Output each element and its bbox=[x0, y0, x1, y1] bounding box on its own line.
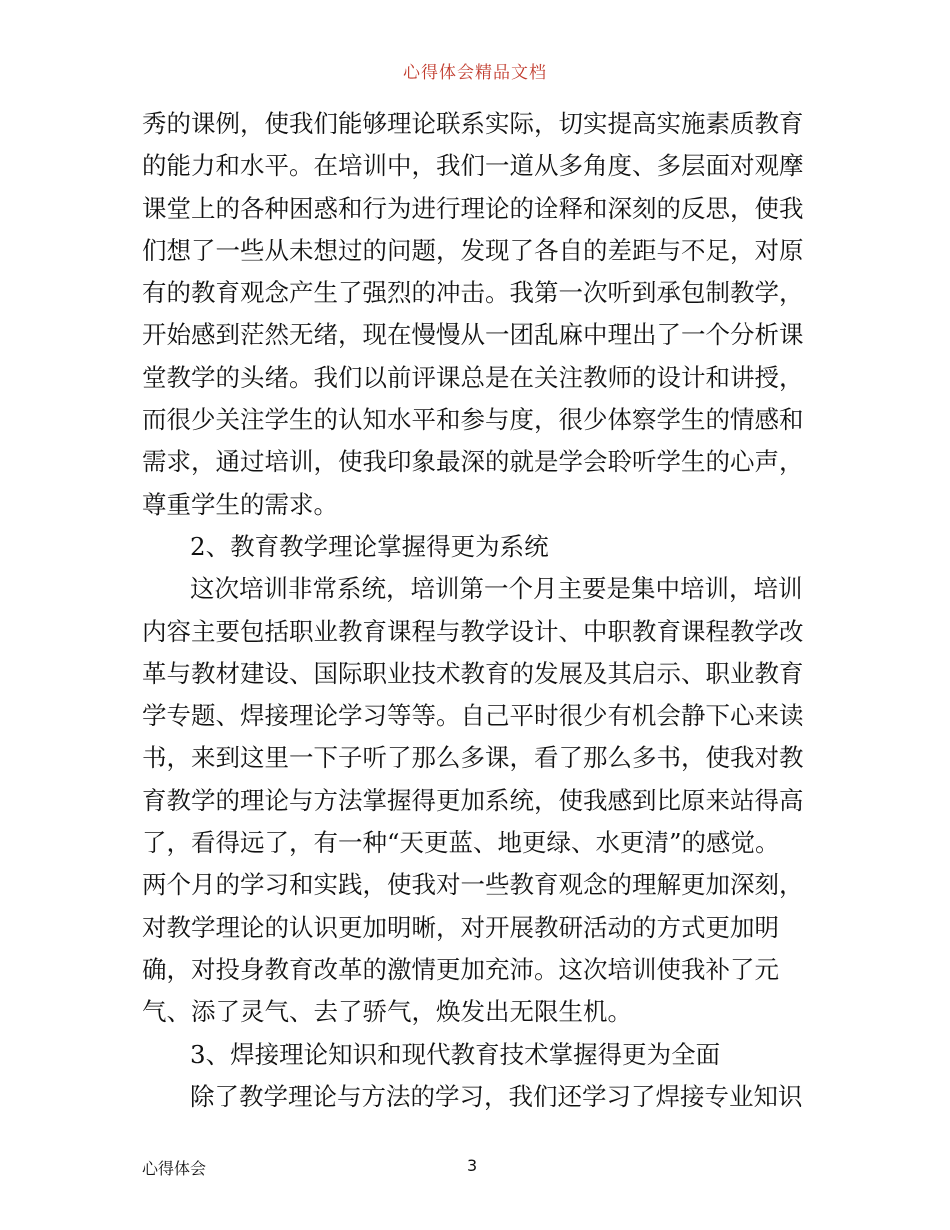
text-line: 两个月的学习和实践，使我对一些教育观念的理解更加深刻， bbox=[142, 870, 804, 900]
text-line: 开始感到茫然无绪，现在慢慢从一团乱麻中理出了一个分析课 bbox=[142, 320, 804, 350]
text-line: 堂教学的头绪。我们以前评课总是在关注教师的设计和讲授， bbox=[142, 362, 804, 392]
text-line: 这次培训非常系统，培训第一个月主要是集中培训，培训 bbox=[190, 574, 803, 604]
footer-label: 心得体会 bbox=[142, 1159, 207, 1178]
text-line: 有的教育观念产生了强烈的冲击。我第一次听到承包制教学， bbox=[142, 278, 804, 308]
text-line: 育教学的理论与方法掌握得更加系统，使我感到比原来站得高 bbox=[142, 785, 804, 815]
text-line: 革与教材建设、国际职业技术教育的发展及其启示、职业教育 bbox=[142, 658, 804, 688]
text-line: 对教学理论的认识更加明晰，对开展教研活动的方式更加明 bbox=[142, 912, 779, 942]
document-body bbox=[142, 103, 822, 1118]
page-header-title: 心得体会精品文档 bbox=[403, 63, 547, 83]
text-line: 气、添了灵气、去了骄气，焕发出无限生机。 bbox=[142, 997, 632, 1027]
text-line: 需求，通过培训，使我印象最深的就是学会聆听学生的心声， bbox=[142, 447, 804, 477]
section-heading: 2、教育教学理论掌握得更为系统 bbox=[190, 531, 549, 561]
text-line: 内容主要包括职业教育课程与教学设计、中职教育课程教学改 bbox=[142, 616, 804, 646]
text-line: 书，来到这里一下子听了那么多课，看了那么多书，使我对教 bbox=[142, 743, 804, 773]
text-line: 除了教学理论与方法的学习，我们还学习了焊接专业知识 bbox=[190, 1081, 803, 1111]
text-line: 学专题、焊接理论学习等等。自己平时很少有机会静下心来读 bbox=[142, 701, 804, 731]
text-line: 秀的课例，使我们能够理论联系实际，切实提高实施素质教育 bbox=[142, 109, 804, 138]
text-line: 尊重学生的需求。 bbox=[142, 489, 338, 519]
text-line: 们想了一些从未想过的问题，发现了各自的差距与不足，对原 bbox=[142, 235, 804, 265]
page-number: 3 bbox=[467, 1156, 478, 1175]
text-line: 而很少关注学生的认知水平和参与度，很少体察学生的情感和 bbox=[142, 405, 804, 435]
text-line: 确，对投身教育改革的激情更加充沛。这次培训使我补了元 bbox=[142, 954, 779, 984]
text-line: 的能力和水平。在培训中，我们一道从多角度、多层面对观摩 bbox=[142, 151, 804, 181]
text-line: 了，看得远了，有一种“天更蓝、地更绿、水更清”的感觉。 bbox=[142, 828, 780, 858]
text-line: 课堂上的各种困惑和行为进行理论的诠释和深刻的反思，使我 bbox=[142, 193, 804, 223]
section-heading: 3、焊接理论知识和现代教育技术掌握得更为全面 bbox=[190, 1039, 721, 1069]
